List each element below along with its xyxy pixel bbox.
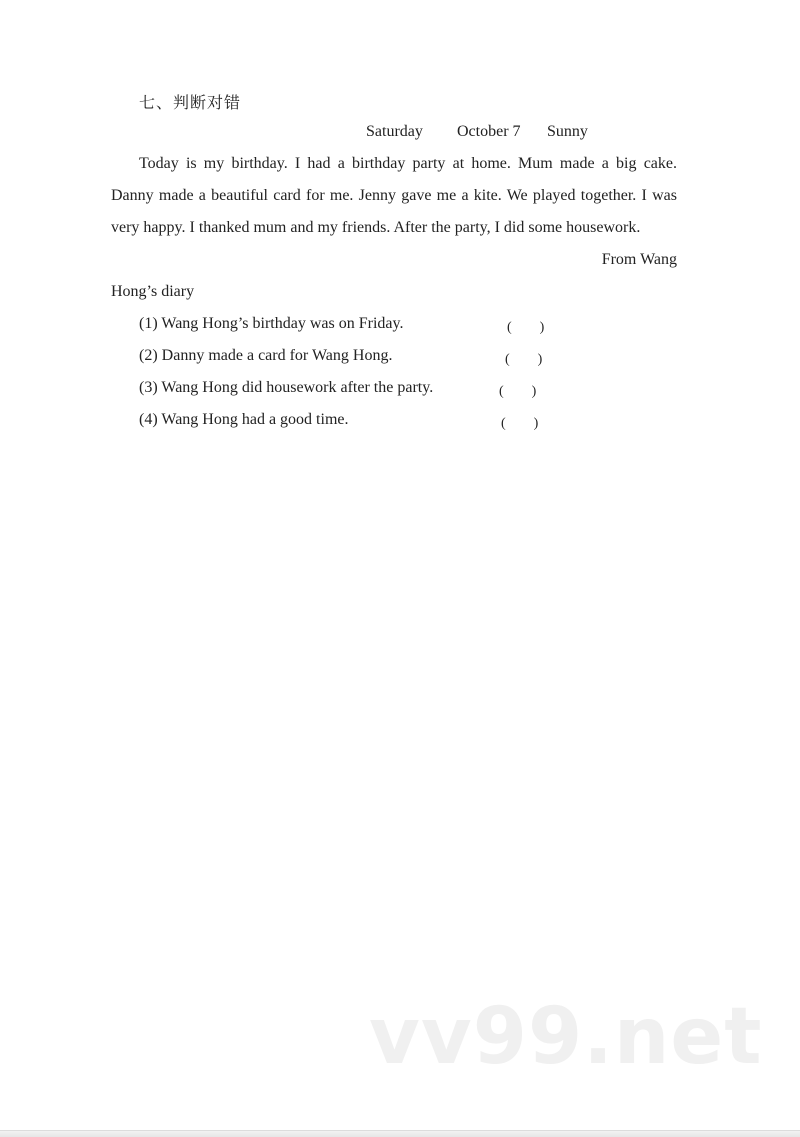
watermark-logo: vv99.net — [369, 992, 763, 1082]
diary-paragraph-line: Today is my birthday. I had a birthday party at home. Mum made a big cake. — [139, 155, 677, 172]
question-item: (2) Danny made a card for Wang Hong. — [139, 347, 393, 364]
section-title: 七、判断对错 — [139, 93, 242, 112]
answer-bracket[interactable]: ( ) — [505, 352, 543, 367]
question-item: (3) Wang Hong did housework after the party. — [139, 379, 434, 396]
page-bottom-edge — [0, 1130, 800, 1137]
answer-bracket[interactable]: ( ) — [499, 384, 537, 399]
diary-source-continued: Hong’s diary — [111, 283, 195, 300]
diary-weather: Sunny — [547, 123, 588, 140]
diary-paragraph-line: Danny made a beautiful card for me. Jenny gave me a kite. We played together. I was — [111, 187, 677, 204]
answer-bracket[interactable]: ( ) — [501, 416, 539, 431]
diary-date: October 7 — [457, 123, 521, 140]
question-item: (4) Wang Hong had a good time. — [139, 411, 349, 428]
diary-day: Saturday — [366, 123, 423, 140]
diary-source: From Wang — [601, 251, 677, 268]
diary-paragraph-line: very happy. I thanked mum and my friends. After the party, I did some housework. — [111, 219, 641, 236]
question-item: (1) Wang Hong’s birthday was on Friday. — [139, 315, 404, 332]
answer-bracket[interactable]: ( ) — [507, 320, 545, 335]
